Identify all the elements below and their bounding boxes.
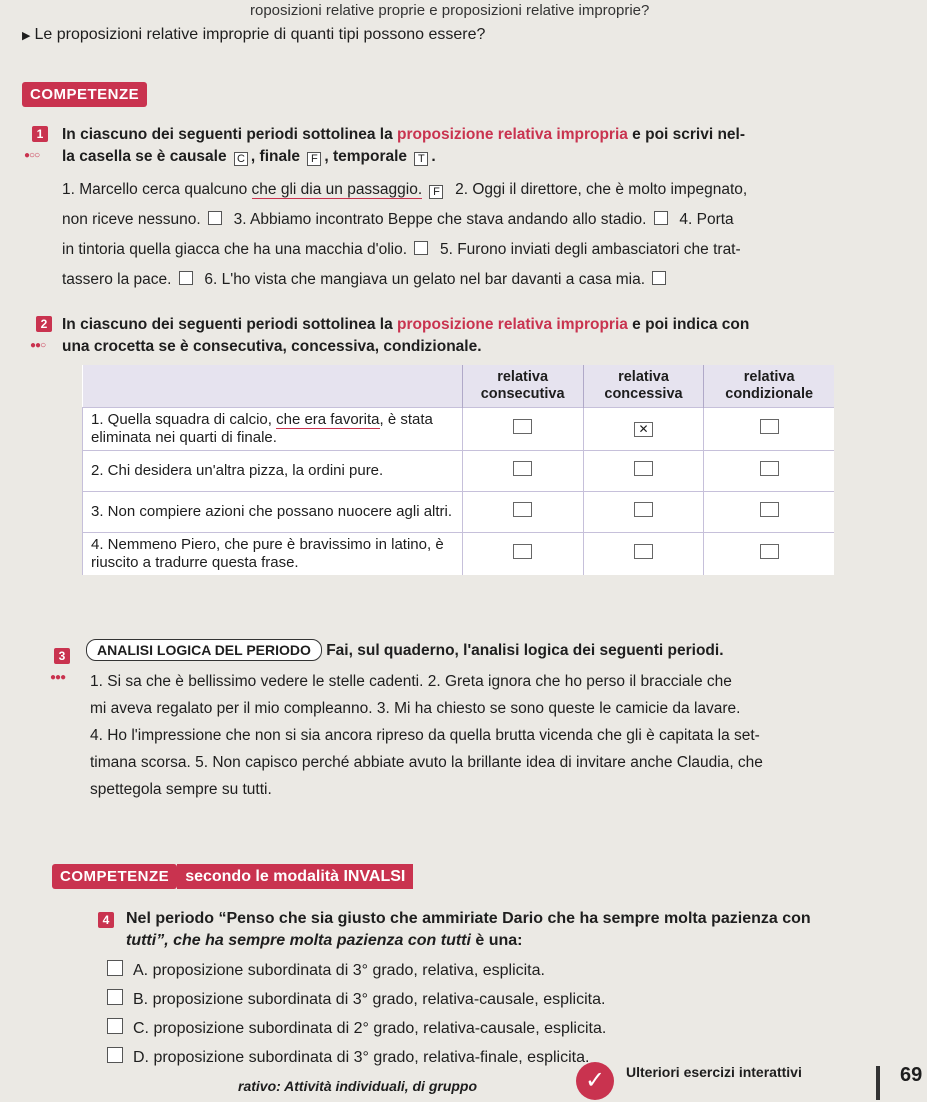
row-sentence: 1. Quella squadra di calcio, che era favorita, è stata eliminata nei quarti di finale.	[83, 408, 463, 451]
table-row	[83, 451, 835, 492]
option-a[interactable]: A. proposizione subordinata di 3° grado, relativa, esplicita.	[104, 956, 744, 985]
exercise-2-number: 2	[36, 316, 52, 332]
option-checkbox[interactable]	[107, 1047, 123, 1063]
option-checkbox[interactable]	[107, 989, 123, 1005]
checkbox[interactable]	[760, 419, 779, 434]
page-divider	[876, 1066, 880, 1100]
exercise-2-instruction: In ciascuno dei seguenti periodi sottolinea la proposizione relativa impropria e poi indica con una crocetta se è consecutiva, concessiva, condizionale.	[62, 316, 750, 355]
exercise-4-options	[104, 956, 744, 1072]
exercise-4-number: 4	[98, 912, 114, 928]
exercise-3-header: ANALISI LOGICA DEL PERIODO Fai, sul quaderno, l'analisi logica dei seguenti periodi.	[86, 642, 866, 660]
exercise-4-header	[52, 868, 413, 886]
header-line-1: roposizioni relative proprie e proposizioni relative improprie?	[250, 2, 650, 19]
table-row	[83, 408, 835, 451]
table-row	[83, 533, 835, 576]
competenze-badge: COMPETENZE	[22, 82, 147, 107]
row-sentence: 2. Chi desidera un'altra pizza, la ordini pure.	[83, 451, 463, 492]
checkbox[interactable]	[513, 461, 532, 476]
exercise-2-table	[82, 365, 834, 575]
exercise-1-sentences: 1. Marcello cerca qualcuno che gli dia un passaggio. F 2. Oggi il direttore, che è molto impegnato, non riceve nessuno. 3. Abbiamo incontrato Beppe che stava andando allo stadio. 4. Porta in tintoria quella giacca che ha una macchia d'olio. 5. Furono inviati degli ambasciatori che trat- tassero la pace. 6. L'ho vista che mangiava un gelato nel bar davanti a casa mia.	[62, 181, 748, 288]
exercise-4-question: Nel periodo “Penso che sia giusto che ammiriate Dario che ha sempre molta pazienza con tutti”, che ha sempre molta pazienza con tutti è una:	[126, 910, 811, 949]
row-sentence: 3. Non compiere azioni che possano nuocere agli altri.	[83, 492, 463, 533]
option-checkbox[interactable]	[107, 1018, 123, 1034]
checkbox[interactable]	[634, 544, 653, 559]
answer-box-2[interactable]	[208, 211, 222, 225]
checkbox[interactable]	[634, 461, 653, 476]
page-number: 69	[900, 1064, 923, 1086]
footer-left-label: rativo: Attività individuali, di gruppo	[238, 1078, 478, 1094]
answer-box-5[interactable]	[179, 271, 193, 285]
exercise-3-text: 1. Si sa che è bellissimo vedere le stelle cadenti. 2. Greta ignora che ho perso il bracciale che mi aveva regalato per il mio compleanno. 3. Mi ha chiesto se sono queste le camicie da lavare. 4. Ho l'impressione che non si sia ancora ripreso da quella brutta vicenda che gli è capitata la set- timana scorsa. 5. Non capisco perché abbiate avuto la brillante idea di invitare anche Claudia, che spettegola sempre su tutti.	[90, 673, 763, 798]
exercise-1-number: 1	[32, 126, 48, 142]
option-checkbox[interactable]	[107, 960, 123, 976]
checkbox[interactable]	[634, 502, 653, 517]
difficulty-dots-icon: ●●○	[30, 340, 46, 351]
difficulty-dots-icon: ●○○	[24, 150, 40, 161]
difficulty-dots-icon: ●●●	[50, 672, 66, 683]
triangle-bullet-icon: ▶	[22, 30, 31, 42]
checkbox[interactable]	[760, 461, 779, 476]
competenze-badge: COMPETENZE	[52, 864, 177, 889]
exercise-1-instruction: In ciascuno dei seguenti periodi sottolinea la proposizione relativa impropria e poi scrivi nel- la casella se è causale C , finale F , temporale T .	[62, 126, 746, 165]
answer-box-4[interactable]	[414, 241, 428, 255]
checkbox[interactable]	[760, 544, 779, 559]
checkbox-checked[interactable]: ✕	[634, 422, 653, 437]
checkmark-icon: ✓	[576, 1062, 614, 1100]
answer-box-3[interactable]	[654, 211, 668, 225]
exercise-3-number: 3	[54, 648, 70, 664]
answer-box-1[interactable]: F	[429, 185, 443, 199]
column-header-concessiva: relativa concessiva	[583, 365, 704, 408]
option-d[interactable]: D. proposizione subordinata di 3° grado, relativa-finale, esplicita.	[104, 1043, 744, 1072]
footer-link-interattivi[interactable]: Ulteriori esercizi interattivi	[626, 1064, 802, 1080]
checkbox[interactable]	[513, 502, 532, 517]
answer-box-6[interactable]	[652, 271, 666, 285]
invalsi-tag: secondo le modalità INVALSI	[177, 864, 413, 889]
option-b[interactable]: B. proposizione subordinata di 3° grado, relativa-causale, esplicita.	[104, 985, 744, 1014]
column-header-condizionale: relativa condizionale	[704, 365, 834, 408]
column-header-consecutiva: relativa consecutiva	[462, 365, 583, 408]
row-sentence: 4. Nemmeno Piero, che pure è bravissimo in latino, è riuscito a tradurre questa frase.	[83, 533, 463, 576]
table-row	[83, 492, 835, 533]
option-c[interactable]: C. proposizione subordinata di 2° grado, relativa-causale, esplicita.	[104, 1014, 744, 1043]
checkbox[interactable]	[513, 544, 532, 559]
analisi-logica-tag: ANALISI LOGICA DEL PERIODO	[86, 639, 322, 661]
checkbox[interactable]	[760, 502, 779, 517]
checkbox[interactable]	[513, 419, 532, 434]
header-line-2: ▶ Le proposizioni relative improprie di quanti tipi possono essere?	[22, 26, 486, 43]
